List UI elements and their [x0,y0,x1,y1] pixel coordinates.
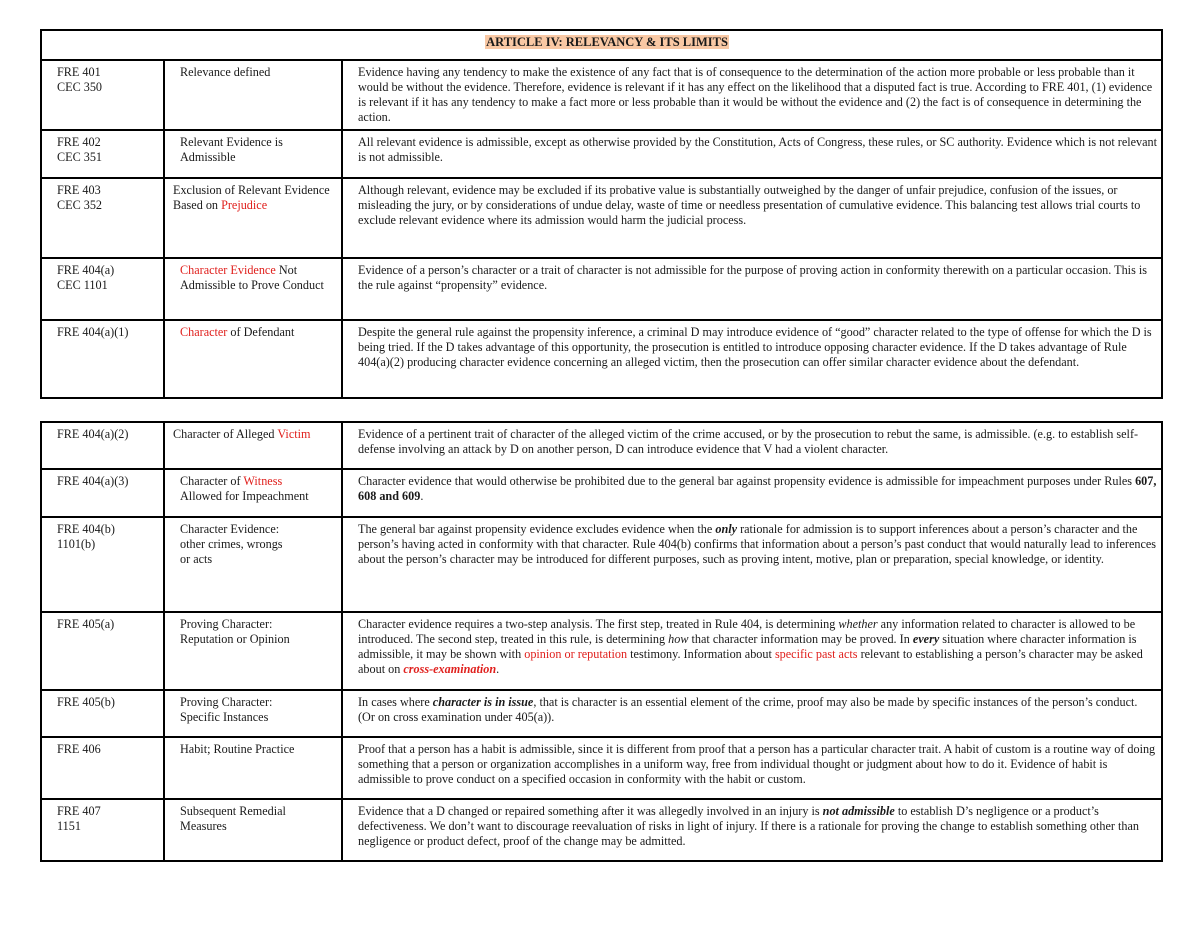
description-text: . [420,489,424,503]
topic-cell [164,517,342,612]
topic-text: Character Evidence: [180,522,280,536]
emphasis-text: only [715,522,738,536]
rule-number: FRE 407 [57,804,101,818]
rule-number: CEC 1101 [57,278,108,292]
table-row [41,799,1162,861]
rule-number: FRE 404(b) [57,522,115,536]
description-text: Despite the general rule against the propensity inference, a criminal D may introduce evidence of “good” character related to the type of offense for which the D is being tried. If the D takes advantage of this opportunity, the prosecution is entitled to introduce opposing character evidence. If the D takes advantage of Rule 404(a)(2) producing character evidence concerning an alleged victim, then the prosecution can offer similar character evidence about the defendant. [358,325,1152,369]
table-row [41,258,1162,320]
rule-number: 1151 [57,819,81,833]
rule-cell [41,130,164,178]
rule-cell [41,178,164,258]
topic-highlight: Character Evidence [180,263,276,277]
rule-cell [41,320,164,398]
description-text: relevant to establishing a person’s character may be asked about on [358,647,1143,676]
description-text: that character information may be proved. In [691,632,910,646]
description-text: Evidence of a person’s character or a trait of character is not admissible for the purpose of proving action in conformity therewith on a particular occasion. This is the rule against “propensity” evidence. [358,263,1147,292]
topic-cell [164,690,342,737]
topic-text: other crimes, wrongs [180,537,283,551]
topic-cell [164,737,342,799]
rule-number: FRE 404(a)(1) [57,325,129,339]
rule-cell [41,737,164,799]
rule-number: FRE 402 [57,135,101,149]
rule-cell [41,422,164,469]
description-text: In cases where [358,695,430,709]
table-row [41,422,1162,469]
table-row [41,517,1162,612]
description-text: Character evidence requires a two-step analysis. The first step, treated in Rule 404, is determining [358,617,836,631]
rule-number: CEC 350 [57,80,103,94]
topic-text: Proving Character: [180,695,273,709]
description-text: Character evidence that would otherwise be prohibited due to the general bar against propensity evidence is admissible for impeachment purposes under Rules [358,474,1133,488]
topic-text: Proving Character: [180,617,273,631]
description-cell [342,422,1162,469]
rule-cell [41,258,164,320]
rule-number: FRE 405(a) [57,617,115,631]
description-text: Although relevant, evidence may be excluded if its probative value is substantially outweighed by the danger of unfair prejudice, confusion of the issues, or misleading the jury, or by considerations of undue delay, waste of time or needless presentation of cumulative evidence. This balancing test allows trial courts to exclude relevant evidence where its admission would harm the judicial process. [358,183,1141,227]
description-text: Proof that a person has a habit is admissible, since it is different from proof that a person has a particular character trait. A habit of custom is a routine way of doing something that a person or organization accomplishes in a uniform way, free from individual thought or judgment about how to do it. Evidence of habit is admissible to prove conduct on a specified occasion in conformity with the habit or custom. [358,742,1156,786]
rule-references: 607, 608 and 609 [358,474,1157,503]
topic-text: Character of Alleged [173,427,275,441]
emphasis-text: every [912,632,940,646]
highlight-text: cross-examination [403,662,497,676]
rule-number: FRE 404(a)(3) [57,474,129,488]
description-text: to establish D’s negligence or a product’s defectiveness. We don’t want to discourage reevaluation of risks in light of injury. If there is a rationale for proving the change to establish something other than negligence or product defect, proof of the change may be admitted. [358,804,1139,848]
topic-highlight: Prejudice [221,198,268,212]
topic-highlight: Victim [277,427,311,441]
description-text: . [496,662,500,676]
topic-text: Measures [180,819,227,833]
topic-text: Exclusion of Relevant Evidence Based on [173,183,330,212]
table-row [41,320,1162,398]
rule-number: FRE 405(b) [57,695,115,709]
table-row [41,60,1162,130]
description-text: Evidence of a pertinent trait of character of the alleged victim of the crime accused, or by the prosecution to rebut the same, is admissible. (e.g. to establish self-defense involving an attack by D on another person, D can introduce evidence that V had a violent character. [358,427,1139,456]
topic-cell [164,320,342,398]
topic-cell [164,130,342,178]
rule-number: 1101(b) [57,537,96,551]
topic-text: or acts [180,552,213,566]
rule-number: FRE 403 [57,183,101,197]
description-text: rationale for admission is to support inferences about a person’s character and the person’s having acted in conformity with that character. Rule 404(b) confirms that information about a person’s past conduct that would naturally lead to inferences about the person’s character may be introduced for different purposes, such as proving intent, motive, plan or preparation, special knowledge, or identity. [358,522,1157,566]
description-cell [342,517,1162,612]
rule-number: FRE 404(a)(2) [57,427,129,441]
description-cell [342,612,1162,690]
description-cell [342,178,1162,258]
table-row [41,690,1162,737]
table-row [41,469,1162,517]
topic-text: Character of [180,474,241,488]
topic-text: Not Admissible to Prove Conduct [180,263,324,292]
topic-cell [164,422,342,469]
description-text: All relevant evidence is admissible, except as otherwise provided by the Constitution, Acts of Congress, these rules, or SC authority. Evidence which is not relevant is not admissible. [358,135,1158,164]
table-row [41,178,1162,258]
description-text: , that is character is an essential element of the crime, proof may also be made by specific instances of the person’s conduct. (Or on cross examination under 405(a)). [358,695,1138,724]
topic-text: of Defendant [230,325,295,339]
table-title-row [41,30,1162,60]
rule-cell [41,690,164,737]
description-text: Evidence that a D changed or repaired something after it was allegedly involved in an injury is [358,804,820,818]
emphasis-text: how [668,632,689,646]
topic-text: Subsequent Remedial [180,804,286,818]
article-iv-table-part-1 [40,29,1163,399]
description-cell [342,258,1162,320]
description-cell [342,690,1162,737]
description-cell [342,130,1162,178]
rule-number: CEC 351 [57,150,103,164]
highlight-text: opinion or reputation [524,647,628,661]
description-text: testimony. Information about [630,647,772,661]
emphasis-text: whether [838,617,878,631]
table-row [41,612,1162,690]
topic-text: Specific Instances [180,710,269,724]
description-text: The general bar against propensity evidence excludes evidence when the [358,522,713,536]
rule-number: FRE 406 [57,742,101,756]
rule-cell [41,60,164,130]
topic-text: Relevant Evidence is Admissible [180,135,283,164]
emphasis-text: not admissible [822,804,895,818]
topic-cell [164,178,342,258]
description-text: situation where character information is admissible, it may be shown with [358,632,1137,661]
topic-text: Habit; Routine Practice [180,742,295,756]
rule-number: FRE 404(a) [57,263,115,277]
topic-highlight: Witness [243,474,283,488]
description-cell [342,320,1162,398]
description-cell [342,60,1162,130]
topic-cell [164,469,342,517]
description-cell [342,799,1162,861]
highlight-text: specific past acts [774,647,858,661]
description-cell [342,737,1162,799]
article-title: ARTICLE IV: RELEVANCY & ITS LIMITS [486,35,728,49]
description-cell [342,469,1162,517]
article-iv-table-part-2 [40,421,1163,862]
rule-cell [41,469,164,517]
description-text: Evidence having any tendency to make the existence of any fact that is of consequence to the determination of the action more probable or less probable than it would be without the evidence. Therefore, evidence is relevant if it has any effect on the likelihood that a disputed fact is true. According to FRE 401, (1) evidence is relevant if it has any tendency to make a fact more or less probable than it would be without the evidence and (2) the fact is of consequence in determining the action. [358,65,1153,124]
topic-text: Allowed for Impeachment [180,489,309,503]
rule-cell [41,517,164,612]
emphasis-text: character is in issue [432,695,534,709]
topic-highlight: Character [180,325,228,339]
title-cell [41,30,1162,60]
topic-cell [164,258,342,320]
topic-cell [164,612,342,690]
rule-number: CEC 352 [57,198,103,212]
rule-cell [41,799,164,861]
topic-text: Reputation or Opinion [180,632,290,646]
description-text: any information related to character is allowed to be introduced. The second step, treated in this rule, is determining [358,617,1136,646]
rule-number: FRE 401 [57,65,101,79]
topic-cell [164,799,342,861]
table-row [41,737,1162,799]
topic-text: Relevance defined [180,65,271,79]
topic-cell [164,60,342,130]
rule-cell [41,612,164,690]
table-row [41,130,1162,178]
